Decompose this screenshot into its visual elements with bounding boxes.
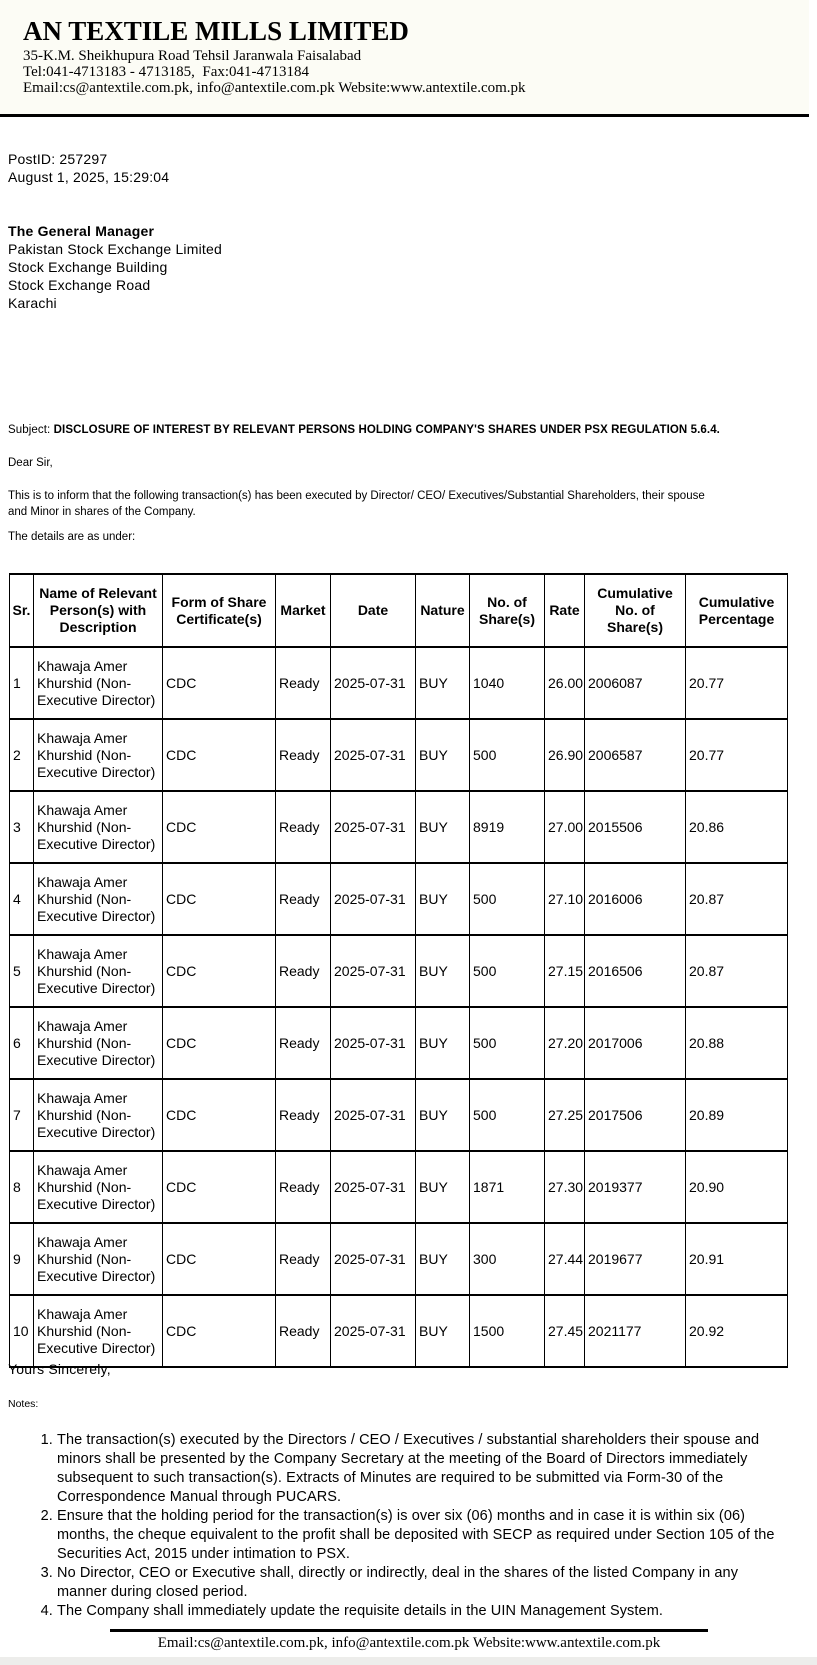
cell-cumulative-shares: 2021177 bbox=[585, 1295, 686, 1367]
table-row bbox=[10, 1151, 788, 1223]
cell-certificate-form: CDC bbox=[163, 863, 276, 935]
cell-sr: 6 bbox=[10, 1007, 34, 1079]
cell-date: 2025-07-31 bbox=[331, 647, 416, 719]
recipient-line: Stock Exchange Building bbox=[8, 259, 168, 275]
cell-shares: 1040 bbox=[470, 647, 545, 719]
cell-certificate-form: CDC bbox=[163, 935, 276, 1007]
cell-rate: 26.90 bbox=[545, 719, 585, 791]
cell-nature: BUY bbox=[416, 1151, 470, 1223]
cell-shares: 500 bbox=[470, 935, 545, 1007]
cell-cumulative-percentage: 20.77 bbox=[686, 647, 788, 719]
details-intro: The details are as under: bbox=[8, 531, 136, 543]
notes-label: Notes: bbox=[8, 1398, 39, 1410]
subject-line bbox=[8, 424, 720, 436]
cell-cumulative-percentage: 20.87 bbox=[686, 935, 788, 1007]
cell-date: 2025-07-31 bbox=[331, 1223, 416, 1295]
table-header-cell: Cumulative No. of Share(s) bbox=[585, 574, 686, 647]
cell-cumulative-percentage: 20.86 bbox=[686, 791, 788, 863]
cell-shares: 500 bbox=[470, 1007, 545, 1079]
cell-certificate-form: CDC bbox=[163, 791, 276, 863]
cell-market: Ready bbox=[276, 1295, 331, 1367]
cell-market: Ready bbox=[276, 1223, 331, 1295]
notes-list bbox=[37, 1431, 777, 1621]
cell-market: Ready bbox=[276, 863, 331, 935]
cell-person-name: Khawaja Amer Khurshid (Non-Executive Director) bbox=[34, 1151, 163, 1223]
table-header-row bbox=[10, 574, 788, 647]
company-address: 35-K.M. Sheikhupura Road Tehsil Jaranwala Faisalabad bbox=[23, 48, 362, 64]
note-item: 4. The Company shall immediately update the requisite details in the UIN Management System. bbox=[57, 1602, 777, 1621]
transactions-table bbox=[9, 573, 788, 1368]
cell-rate: 27.15 bbox=[545, 935, 585, 1007]
table-header-cell: No. of Share(s) bbox=[470, 574, 545, 647]
cell-cumulative-percentage: 20.91 bbox=[686, 1223, 788, 1295]
cell-certificate-form: CDC bbox=[163, 1079, 276, 1151]
cell-rate: 27.45 bbox=[545, 1295, 585, 1367]
cell-shares: 1871 bbox=[470, 1151, 545, 1223]
cell-shares: 300 bbox=[470, 1223, 545, 1295]
cell-date: 2025-07-31 bbox=[331, 863, 416, 935]
cell-nature: BUY bbox=[416, 1223, 470, 1295]
cell-nature: BUY bbox=[416, 647, 470, 719]
salutation: Dear Sir, bbox=[8, 457, 53, 469]
cell-rate: 27.00 bbox=[545, 791, 585, 863]
cell-market: Ready bbox=[276, 791, 331, 863]
cell-date: 2025-07-31 bbox=[331, 1151, 416, 1223]
recipient-line: Karachi bbox=[8, 295, 57, 311]
cell-certificate-form: CDC bbox=[163, 647, 276, 719]
cell-person-name: Khawaja Amer Khurshid (Non-Executive Director) bbox=[34, 1223, 163, 1295]
cell-sr: 3 bbox=[10, 791, 34, 863]
note-item: 3. No Director, CEO or Executive shall, directly or indirectly, deal in the shares of the listed Company in any manner during closed period. bbox=[57, 1564, 777, 1602]
footer bbox=[110, 1629, 708, 1652]
table-header-cell: Rate bbox=[545, 574, 585, 647]
cell-market: Ready bbox=[276, 1151, 331, 1223]
cell-rate: 27.10 bbox=[545, 863, 585, 935]
cell-date: 2025-07-31 bbox=[331, 719, 416, 791]
cell-nature: BUY bbox=[416, 1007, 470, 1079]
cell-sr: 2 bbox=[10, 719, 34, 791]
cell-cumulative-shares: 2019377 bbox=[585, 1151, 686, 1223]
table-row bbox=[10, 1295, 788, 1367]
cell-sr: 7 bbox=[10, 1079, 34, 1151]
cell-certificate-form: CDC bbox=[163, 1007, 276, 1079]
cell-nature: BUY bbox=[416, 719, 470, 791]
table-header-cell: Cumulative Percentage bbox=[686, 574, 788, 647]
cell-cumulative-shares: 2017006 bbox=[585, 1007, 686, 1079]
letterhead bbox=[0, 0, 809, 117]
table-header-cell: Sr. bbox=[10, 574, 34, 647]
table-row bbox=[10, 791, 788, 863]
cell-date: 2025-07-31 bbox=[331, 1079, 416, 1151]
cell-cumulative-percentage: 20.90 bbox=[686, 1151, 788, 1223]
cell-nature: BUY bbox=[416, 863, 470, 935]
subject-text: DISCLOSURE OF INTEREST BY RELEVANT PERSONS HOLDING COMPANY'S SHARES UNDER PSX REGULATION 5.6.4. bbox=[53, 424, 720, 436]
cell-nature: BUY bbox=[416, 935, 470, 1007]
cell-person-name: Khawaja Amer Khurshid (Non-Executive Director) bbox=[34, 791, 163, 863]
cell-certificate-form: CDC bbox=[163, 719, 276, 791]
cell-date: 2025-07-31 bbox=[331, 791, 416, 863]
cell-sr: 10 bbox=[10, 1295, 34, 1367]
note-item: 1. The transaction(s) executed by the Directors / CEO / Executives / substantial shareholders their spouse and minors shall be presented by the Company Secretary at the meeting of the Board of Directors immediately subsequent to such transaction(s). Extracts of Minutes are required to be submitted via Form-30 of the Correspondence Manual through PUCARS. bbox=[57, 1431, 777, 1507]
table-header-cell: Nature bbox=[416, 574, 470, 647]
cell-cumulative-shares: 2006587 bbox=[585, 719, 686, 791]
body-paragraph: This is to inform that the following transaction(s) has been executed by Director/ CEO/ Executives/Substantial Shareholders, their spouse and Minor in shares of the Company. bbox=[8, 490, 705, 518]
cell-sr: 5 bbox=[10, 935, 34, 1007]
cell-rate: 27.25 bbox=[545, 1079, 585, 1151]
table-row bbox=[10, 1079, 788, 1151]
recipient-block bbox=[8, 222, 222, 312]
cell-rate: 26.00 bbox=[545, 647, 585, 719]
table-row bbox=[10, 719, 788, 791]
footer-contact: Email:cs@antextile.com.pk, info@antextile.com.pk Website:www.antextile.com.pk bbox=[157, 1635, 661, 1651]
table-header-cell: Market bbox=[276, 574, 331, 647]
table-header-cell: Date bbox=[331, 574, 416, 647]
cell-cumulative-percentage: 20.89 bbox=[686, 1079, 788, 1151]
table-header-cell: Form of Share Certificate(s) bbox=[163, 574, 276, 647]
cell-cumulative-shares: 2006087 bbox=[585, 647, 686, 719]
cell-cumulative-percentage: 20.88 bbox=[686, 1007, 788, 1079]
cell-shares: 500 bbox=[470, 1079, 545, 1151]
cell-cumulative-shares: 2016506 bbox=[585, 935, 686, 1007]
cell-cumulative-shares: 2015506 bbox=[585, 791, 686, 863]
cell-market: Ready bbox=[276, 719, 331, 791]
page-bottom-edge bbox=[0, 1657, 817, 1665]
cell-sr: 1 bbox=[10, 647, 34, 719]
cell-sr: 8 bbox=[10, 1151, 34, 1223]
company-name: AN TEXTILE MILLS LIMITED bbox=[23, 16, 409, 46]
post-meta bbox=[8, 150, 169, 186]
cell-person-name: Khawaja Amer Khurshid (Non-Executive Director) bbox=[34, 863, 163, 935]
post-datetime: August 1, 2025, 15:29:04 bbox=[8, 169, 170, 185]
table-head bbox=[10, 574, 788, 647]
cell-person-name: Khawaja Amer Khurshid (Non-Executive Director) bbox=[34, 1295, 163, 1367]
cell-shares: 500 bbox=[470, 863, 545, 935]
cell-market: Ready bbox=[276, 935, 331, 1007]
cell-certificate-form: CDC bbox=[163, 1223, 276, 1295]
cell-cumulative-percentage: 20.87 bbox=[686, 863, 788, 935]
cell-market: Ready bbox=[276, 1007, 331, 1079]
cell-rate: 27.44 bbox=[545, 1223, 585, 1295]
cell-shares: 500 bbox=[470, 719, 545, 791]
company-contact: Email:cs@antextile.com.pk, info@antextile.com.pk Website:www.antextile.com.pk bbox=[23, 80, 526, 96]
cell-cumulative-shares: 2019677 bbox=[585, 1223, 686, 1295]
table-header-cell: Name of Relevant Person(s) with Description bbox=[34, 574, 163, 647]
table-body bbox=[10, 647, 788, 1367]
cell-date: 2025-07-31 bbox=[331, 935, 416, 1007]
company-phone-fax: Tel:041-4713183 - 4713185, Fax:041-4713184 bbox=[23, 64, 310, 80]
cell-nature: BUY bbox=[416, 1295, 470, 1367]
table-row bbox=[10, 647, 788, 719]
closing: Yours Sincerely, bbox=[8, 1361, 111, 1377]
table-row bbox=[10, 863, 788, 935]
table-row bbox=[10, 935, 788, 1007]
cell-person-name: Khawaja Amer Khurshid (Non-Executive Director) bbox=[34, 647, 163, 719]
cell-cumulative-shares: 2016006 bbox=[585, 863, 686, 935]
cell-date: 2025-07-31 bbox=[331, 1007, 416, 1079]
table-row bbox=[10, 1007, 788, 1079]
cell-sr: 9 bbox=[10, 1223, 34, 1295]
cell-shares: 8919 bbox=[470, 791, 545, 863]
recipient-address bbox=[8, 240, 222, 312]
cell-cumulative-shares: 2017506 bbox=[585, 1079, 686, 1151]
cell-date: 2025-07-31 bbox=[331, 1295, 416, 1367]
cell-certificate-form: CDC bbox=[163, 1151, 276, 1223]
recipient-line: Stock Exchange Road bbox=[8, 277, 151, 293]
cell-sr: 4 bbox=[10, 863, 34, 935]
cell-shares: 1500 bbox=[470, 1295, 545, 1367]
recipient-line: Pakistan Stock Exchange Limited bbox=[8, 241, 222, 257]
post-id: PostID: 257297 bbox=[8, 151, 108, 167]
note-item: 2. Ensure that the holding period for the transaction(s) is over six (06) months and in case it is within six (06) months, the cheque equivalent to the profit shall be deposited with SECP as required under Section 105 of the Securities Act, 2015 under intimation to PSX. bbox=[57, 1507, 777, 1564]
table-row bbox=[10, 1223, 788, 1295]
cell-rate: 27.30 bbox=[545, 1151, 585, 1223]
cell-person-name: Khawaja Amer Khurshid (Non-Executive Director) bbox=[34, 719, 163, 791]
cell-cumulative-percentage: 20.77 bbox=[686, 719, 788, 791]
cell-nature: BUY bbox=[416, 791, 470, 863]
cell-nature: BUY bbox=[416, 1079, 470, 1151]
cell-person-name: Khawaja Amer Khurshid (Non-Executive Director) bbox=[34, 935, 163, 1007]
cell-cumulative-percentage: 20.92 bbox=[686, 1295, 788, 1367]
cell-person-name: Khawaja Amer Khurshid (Non-Executive Director) bbox=[34, 1007, 163, 1079]
recipient-title: The General Manager bbox=[8, 223, 155, 239]
cell-certificate-form: CDC bbox=[163, 1295, 276, 1367]
subject-label: Subject: bbox=[8, 424, 54, 436]
cell-market: Ready bbox=[276, 1079, 331, 1151]
cell-market: Ready bbox=[276, 647, 331, 719]
cell-rate: 27.20 bbox=[545, 1007, 585, 1079]
cell-person-name: Khawaja Amer Khurshid (Non-Executive Director) bbox=[34, 1079, 163, 1151]
